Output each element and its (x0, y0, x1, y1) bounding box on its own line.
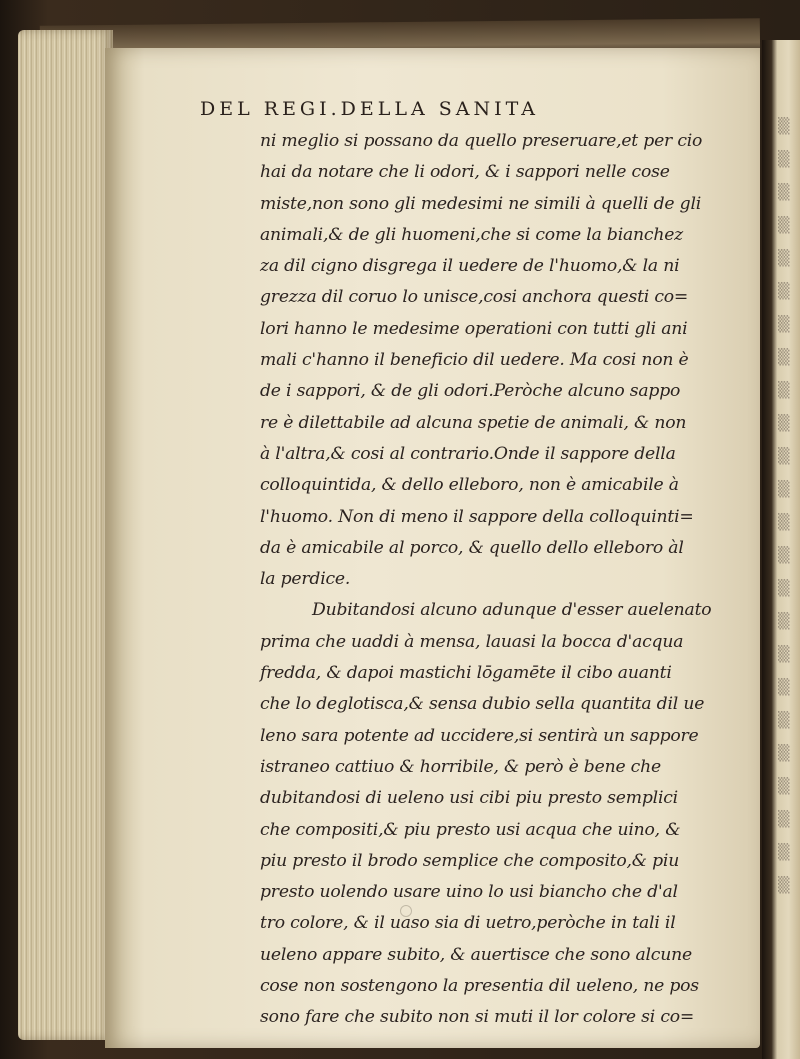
text-line: re è dilettabile ad alcuna spetie de animali, & non (260, 412, 687, 433)
text-line: dubitandosi di ueleno usi cibi piu presto semplici (260, 788, 678, 809)
text-line: la perdice. (260, 569, 351, 590)
text-line: che lo deglotisca,& sensa dubio sella quantita dil ue (260, 694, 705, 715)
text-line: animali,& de gli huomeni,che si come la bianchez (260, 224, 684, 245)
text-line: za dil cigno disgrega il uedere de l'huomo,& la ni (260, 256, 680, 277)
text-line: tro colore, & il uaso sia di uetro,peròche in tali il (260, 913, 676, 934)
text-line: da è amicabile al porco, & quello dello elleboro àl (260, 537, 684, 558)
book-page-edges (18, 30, 113, 1040)
text-line: hai da notare che li odori, & i sappori nelle cose (260, 162, 670, 183)
text-line: piu presto il brodo semplice che composito,& piu (260, 850, 680, 871)
text-line: colloquintida, & dello elleboro, non è amicabile à (260, 475, 679, 496)
paper-blemish (400, 905, 412, 917)
text-line: à l'altra,& cosi al contrario.Onde il sappore della (260, 443, 676, 464)
text-line: leno sara potente ad uccidere,si sentirà un sappore (260, 725, 699, 746)
text-line: l'huomo. Non di meno il sappore della colloquinti= (260, 506, 694, 527)
facing-page-bleed-through: ▒ ▒ ▒ ▒ ▒ ▒ ▒ ▒ ▒ ▒ ▒ ▒ ▒ ▒ ▒ ▒ ▒ ▒ ▒ ▒ ▒ ▒ ▒ ▒ (778, 117, 790, 894)
text-line: mali c'hanno il beneficio dil uedere. Ma cosi non è (260, 350, 689, 371)
text-line: ni meglio si possano da quello preseruare,et per cio (260, 131, 703, 151)
text-line: sono fare che subito non si muti il lor colore si co= (260, 1007, 695, 1028)
text-line: prima che uaddi à mensa, lauasi la bocca d'acqua (260, 631, 684, 652)
text-line: fredda, & dapoi mastichi lōgamēte il cibo auanti (260, 663, 672, 684)
paragraph-start-line: Dubitandosi alcuno adunque d'esser auelenato (312, 600, 712, 621)
text-line: che compositi,& piu presto usi acqua che uino, & (260, 819, 681, 840)
text-line: ueleno appare subito, & auertisce che sono alcune (260, 944, 692, 965)
text-line: presto uolendo usare uino lo usi biancho che d'al (260, 882, 678, 903)
facing-page-edge (762, 40, 800, 1059)
text-line: cose non sostengono la presentia dil ueleno, ne pos (260, 976, 699, 997)
running-title: DEL REGI.DELLA SANITA (200, 98, 539, 120)
body-text (260, 126, 740, 1034)
text-line: de i sappori, & de gli odori.Peròche alcuno sappo (260, 381, 681, 402)
text-line: lori hanno le medesime operationi con tutti gli ani (260, 318, 688, 339)
text-line: miste,non sono gli medesimi ne simili à quelli de gli (260, 193, 702, 214)
text-line: grezza dil coruo lo unisce,cosi anchora questi co= (260, 287, 689, 308)
text-line: istraneo cattiuo & horribile, & però è bene che (260, 756, 661, 777)
